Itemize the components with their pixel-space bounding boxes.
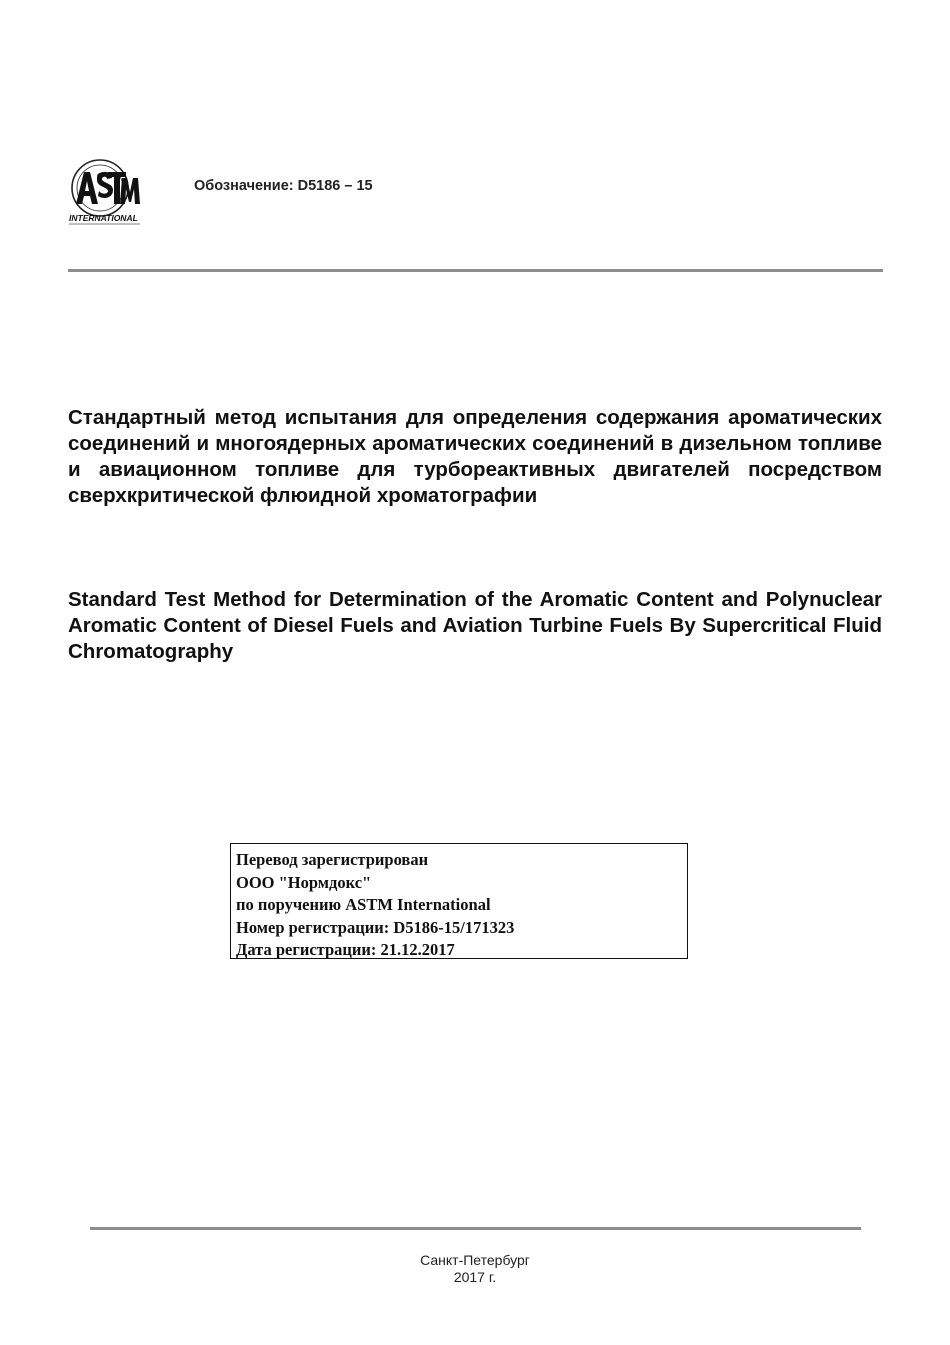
registration-line-date: Дата регистрации: 21.12.2017 — [236, 940, 455, 959]
footer-city: Санкт-Петербург — [420, 1252, 530, 1268]
astm-logo-icon — [64, 158, 144, 228]
registration-line-on-behalf: по поручению ASTM International — [236, 895, 491, 914]
header-divider — [68, 269, 883, 272]
registration-line-number: Номер регистрации: D5186-15/171323 — [236, 917, 515, 937]
registration-box — [230, 843, 688, 959]
logo-subtext: INTERNATIONAL — [69, 213, 138, 223]
registration-line-translated: Перевод зарегистрирован — [236, 850, 429, 869]
footer-divider — [90, 1227, 861, 1230]
title-english: Standard Test Method for Determination of the Aromatic Content and Polynuclear Aromatic Content of Diesel Fuels and Aviation Turbine Fuels By Supercritical Fluid Chromatography — [68, 588, 882, 663]
footer — [375, 1252, 575, 1286]
registration-line-company: ООО "Нормдокс" — [236, 872, 372, 892]
astm-logo — [64, 158, 144, 228]
title-russian: Стандартный метод испытания для определения содержания ароматических соединений и многоядерных ароматических соединений в дизельном топливе и авиационном топливе для турбореактивных двигателей посредством сверхкритической флюидной хроматографии — [68, 406, 882, 507]
footer-year: 2017 г. — [453, 1269, 497, 1285]
document-designation: Обозначение: D5186 – 15 — [194, 178, 373, 194]
